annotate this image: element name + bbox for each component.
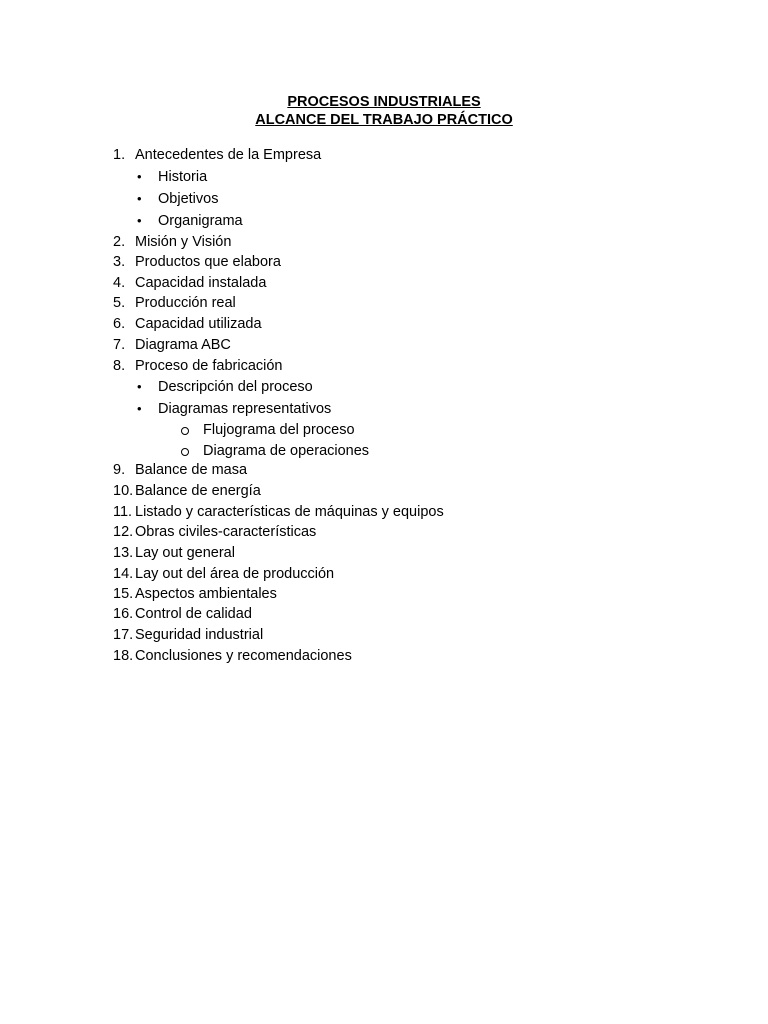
bullet-icon: • <box>137 191 142 206</box>
sub-list-item <box>0 168 768 186</box>
item-label: Control de calidad <box>135 606 252 622</box>
item-label: Listado y características de máquinas y equipos <box>135 504 444 520</box>
item-number: 14. <box>113 566 134 582</box>
item-number: 10. <box>113 483 134 499</box>
list-item <box>0 626 768 644</box>
bullet-icon: • <box>137 401 142 416</box>
sub-item-label: Historia <box>158 169 208 185</box>
item-label: Antecedentes de la Empresa <box>135 147 322 163</box>
item-number: 12. <box>113 524 134 540</box>
list-item <box>0 523 768 541</box>
bullet-icon: • <box>137 213 142 228</box>
list-item <box>0 482 768 500</box>
list-item <box>0 315 768 333</box>
sub-list-item <box>0 400 768 418</box>
sub-list-item <box>0 212 768 230</box>
list-item <box>0 544 768 562</box>
list-item <box>0 585 768 603</box>
sub-sub-item-label: Flujograma del proceso <box>203 422 355 438</box>
item-number: 4. <box>113 275 126 291</box>
item-number: 6. <box>113 316 126 332</box>
item-number: 11. <box>113 504 133 520</box>
list-item <box>0 503 768 521</box>
item-number: 15. <box>113 586 134 602</box>
sub-item-label: Descripción del proceso <box>158 379 313 395</box>
list-item <box>0 274 768 292</box>
item-label: Diagrama ABC <box>135 337 231 353</box>
item-label: Misión y Visión <box>135 234 232 250</box>
item-label: Producción real <box>135 295 236 311</box>
item-number: 13. <box>113 545 134 561</box>
list-item <box>0 336 768 354</box>
item-number: 9. <box>113 462 126 478</box>
bullet-icon: • <box>137 169 142 184</box>
list-item <box>0 647 768 665</box>
item-label: Conclusiones y recomendaciones <box>135 648 352 664</box>
list-item <box>0 565 768 583</box>
item-label: Capacidad instalada <box>135 275 267 291</box>
sub-sub-list-item <box>0 442 768 460</box>
item-label: Aspectos ambientales <box>135 586 277 602</box>
item-label: Lay out del área de producción <box>135 566 335 582</box>
item-number: 1. <box>113 147 126 163</box>
item-number: 18. <box>113 648 134 664</box>
hollow-circle-bullet-icon <box>181 427 189 435</box>
list-item <box>0 294 768 312</box>
item-number: 8. <box>113 358 126 374</box>
sub-list-item <box>0 190 768 208</box>
item-number: 7. <box>113 337 126 353</box>
item-label: Capacidad utilizada <box>135 316 262 332</box>
sub-item-label: Diagramas representativos <box>158 401 332 417</box>
bullet-icon: • <box>137 379 142 394</box>
list-item <box>0 461 768 479</box>
item-label: Balance de energía <box>135 483 261 499</box>
sub-list-item <box>0 378 768 396</box>
sub-sub-list-item <box>0 421 768 439</box>
item-number: 5. <box>113 295 126 311</box>
hollow-circle-bullet-icon <box>181 448 189 456</box>
sub-item-label: Organigrama <box>158 213 243 229</box>
list-item <box>0 233 768 251</box>
sub-item-label: Objetivos <box>158 191 219 207</box>
item-label: Productos que elabora <box>135 254 281 270</box>
list-item <box>0 357 768 375</box>
item-number: 3. <box>113 254 126 270</box>
list-item <box>0 253 768 271</box>
document-title: PROCESOS INDUSTRIALES <box>287 94 481 110</box>
item-label: Balance de masa <box>135 462 248 478</box>
sub-sub-item-label: Diagrama de operaciones <box>203 443 370 459</box>
item-number: 16. <box>113 606 134 622</box>
item-label: Seguridad industrial <box>135 627 264 643</box>
document-subtitle: ALCANCE DEL TRABAJO PRÁCTICO <box>255 112 513 128</box>
item-label: Obras civiles-características <box>135 524 317 540</box>
list-item <box>0 146 768 164</box>
list-item <box>0 605 768 623</box>
item-label: Lay out general <box>135 545 235 561</box>
item-number: 17. <box>113 627 134 643</box>
item-number: 2. <box>113 234 126 250</box>
item-label: Proceso de fabricación <box>135 358 283 374</box>
